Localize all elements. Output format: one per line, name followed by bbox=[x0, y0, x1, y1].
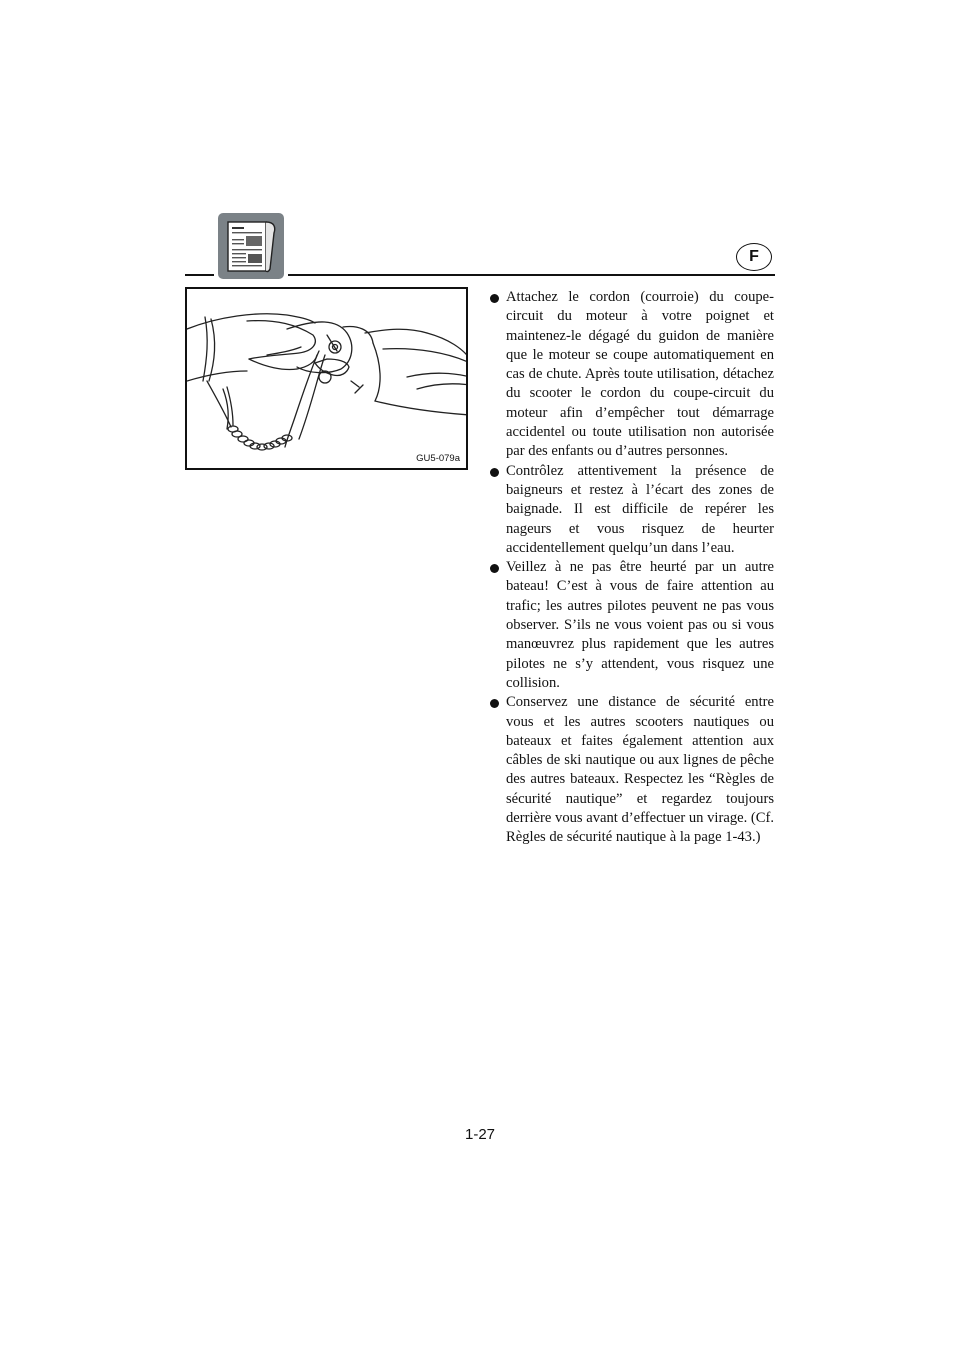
bullet-item bbox=[489, 462, 774, 558]
header-rule-left bbox=[185, 274, 214, 276]
bullet-text: Conservez une distance de sécurité entre vous et les autres scooters nautiques ou bateaux et faites également attention aux câbles de ski nautique ou aux lignes de pêche des autres bateaux. Respectez les “Règles de sécurité nautique” et regardez toujours derrière vous avant d’effectuer un virage. (Cf. Règles de sécurité nautique à la page 1-43.) bbox=[506, 694, 774, 846]
figure-label: GU5-079a bbox=[416, 453, 460, 464]
bullet-item bbox=[489, 558, 774, 693]
bullet-dot-icon bbox=[490, 564, 499, 573]
bullet-text: Contrôlez attentivement la présence de baigneurs et restez à l’écart des zones de baignade. Il est difficile de repérer les nageurs et vous risquez de heurter accidentellement quelqu’un dans l’eau. bbox=[506, 462, 774, 556]
page-number: 1-27 bbox=[464, 1126, 496, 1143]
safety-bullet-list bbox=[489, 288, 774, 848]
bullet-dot-icon bbox=[490, 294, 499, 303]
bullet-item bbox=[489, 288, 774, 462]
wrist-lanyard-illustration bbox=[187, 289, 468, 470]
manual-book-icon bbox=[218, 213, 284, 279]
bullet-dot-icon bbox=[490, 468, 499, 477]
header-rule-right bbox=[288, 274, 775, 276]
bullet-item bbox=[489, 693, 774, 847]
bullet-text: Attachez le cordon (courroie) du coupe-circuit du moteur à votre poignet et maintenez-le dégagé du guidon de manière que le moteur se coupe automatiquement en cas de chute. Après toute utilisation, détachez du scooter le cordon du coupe-circuit du moteur afin d’empêcher tout démarrage accidentel ou toute utilisation non autorisée par des enfants ou d’autres personnes. bbox=[506, 289, 774, 460]
bullet-dot-icon bbox=[490, 699, 499, 708]
bullet-text: Veillez à ne pas être heurté par un autre bateau! C’est à vous de faire attention au trafic; les autres pilotes peuvent ne pas vous observer. S’ils ne vous voient pas ou si vous manœuvrez plus rapidement que les autres pilotes ne s’y attendent, vous risquez une collision. bbox=[506, 559, 774, 691]
figure-wrist-lanyard bbox=[185, 287, 468, 470]
language-badge: F bbox=[736, 243, 772, 271]
